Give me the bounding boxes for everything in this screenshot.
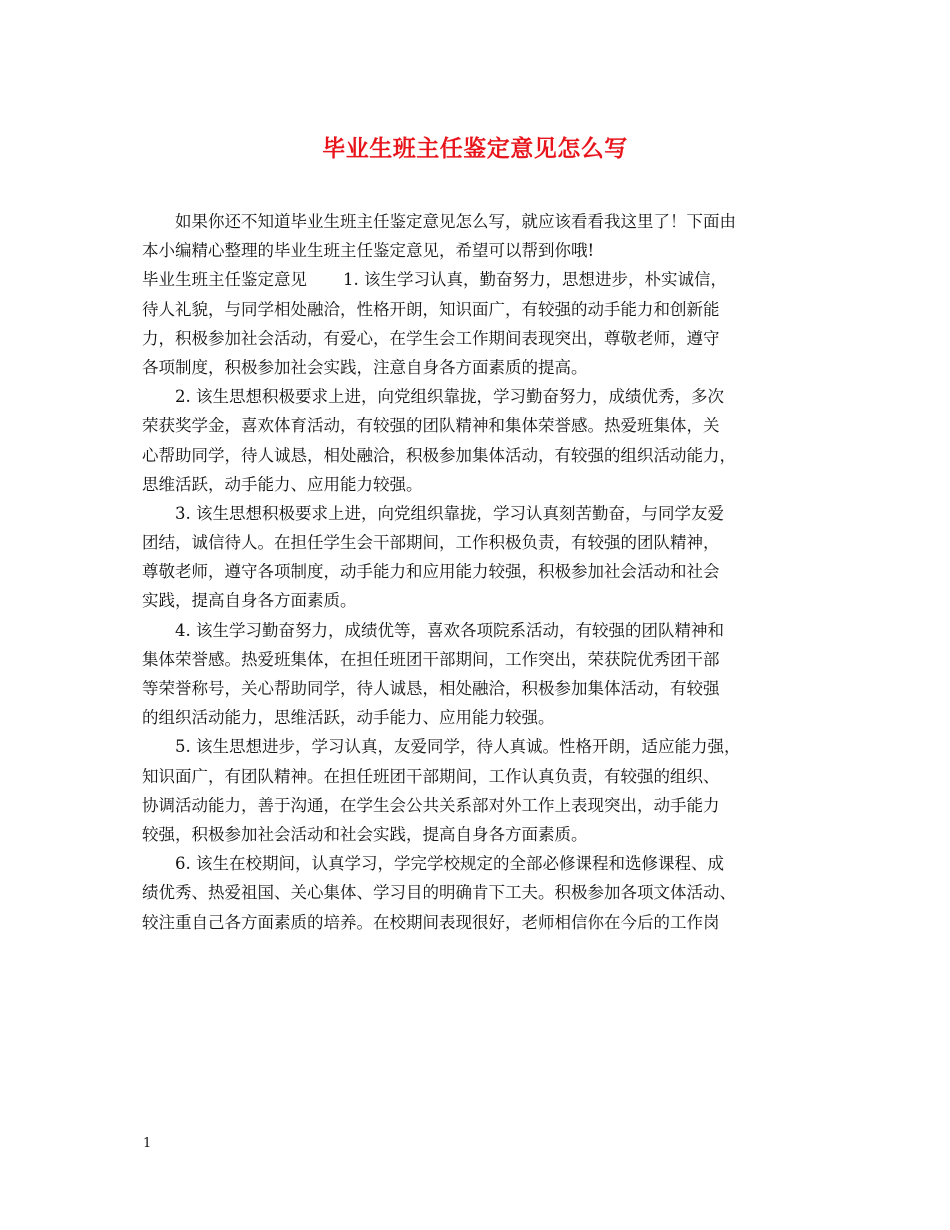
text-line <box>142 265 822 294</box>
text-line: 4. 该生学习勤奋努力，成绩优等，喜欢各项院系活动，有较强的团队精神和 <box>175 620 724 640</box>
text-line: 团结，诚信待人。在担任学生会干部期间，工作积极负责，有较强的团队精神， <box>142 533 720 553</box>
item-1-first-line: 1. 该生学习认真，勤奋努力，思想进步，朴实诚信， <box>343 270 727 290</box>
item-3-paragraph <box>142 499 822 616</box>
text-line: 待人礼貌，与同学相处融洽，性格开朗，知识面广，有较强的动手能力和创新能 <box>142 299 720 319</box>
text-line: 2. 该生思想积极要求上进，向党组织靠拢，学习勤奋努力，成绩优秀，多次 <box>175 387 724 407</box>
text-line: 实践，提高自身各方面素质。 <box>142 591 357 611</box>
document-body <box>142 207 822 937</box>
intro-paragraph <box>142 207 822 265</box>
text-line: 5. 该生思想进步，学习认真，友爱同学，待人真诚。性格开朗，适应能力强， <box>175 737 741 757</box>
page-number: 1 <box>143 1136 152 1151</box>
text-line: 3. 该生思想积极要求上进，向党组织靠拢，学习认真刻苦勤奋，与同学友爱 <box>175 503 724 523</box>
text-line: 本小编精心整理的毕业生班主任鉴定意见，希望可以帮到你哦! <box>142 241 595 261</box>
text-line: 知识面广，有团队精神。在担任班团干部期间，工作认真负责，有较强的组织、 <box>142 766 720 786</box>
text-line: 各项制度，积极参加社会实践，注意自身各方面素质的提高。 <box>142 357 588 377</box>
item-5-paragraph <box>142 732 822 849</box>
text-line: 等荣誉称号，关心帮助同学，待人诚恳，相处融洽，积极参加集体活动，有较强 <box>142 679 720 698</box>
text-line: 集体荣誉感。热爱班集体，在担任班团干部期间，工作突出，荣获院优秀团干部 <box>142 649 720 669</box>
text-line: 思维活跃，动手能力、应用能力较强。 <box>142 474 423 494</box>
text-line: 绩优秀、热爱祖国、关心集体、学习目的明确肯下工夫。积极参加各项文体活动、 <box>142 883 736 903</box>
text-line: 协调活动能力，善于沟通，在学生会公共关系部对外工作上表现突出，动手能力 <box>142 795 720 815</box>
item-1-paragraph <box>142 265 822 382</box>
text-line: 尊敬老师，遵守各项制度，动手能力和应用能力较强，积极参加社会活动和社会 <box>142 562 720 582</box>
section-heading: 毕业生班主任鉴定意见 <box>142 270 307 290</box>
text-line: 较注重自己各方面素质的培养。在校期间表现很好，老师相信你在今后的工作岗 <box>142 912 720 932</box>
text-line: 的组织活动能力，思维活跃，动手能力、应用能力较强。 <box>142 708 555 728</box>
document-title: 毕业生班主任鉴定意见怎么写 <box>322 135 628 162</box>
text-line: 力，积极参加社会活动，有爱心，在学生会工作期间表现突出，尊敬老师，遵守 <box>142 328 720 348</box>
text-line: 心帮助同学，待人诚恳，相处融洽，积极参加集体活动，有较强的组织活动能力， <box>142 445 736 465</box>
text-line: 较强，积极参加社会活动和社会实践，提高自身各方面素质。 <box>142 824 588 844</box>
item-2-paragraph <box>142 382 822 499</box>
text-line: 荣获奖学金，喜欢体育活动，有较强的团队精神和集体荣誉感。热爱班集体，关 <box>142 416 720 436</box>
text-line: 如果你还不知道毕业生班主任鉴定意见怎么写，就应该看看我这里了！下面由 <box>175 212 736 231</box>
text-line: 6. 该生在校期间，认真学习，学完学校规定的全部必修课程和选修课程、成 <box>175 854 724 874</box>
item-4-paragraph <box>142 616 822 733</box>
item-6-paragraph <box>142 849 822 937</box>
